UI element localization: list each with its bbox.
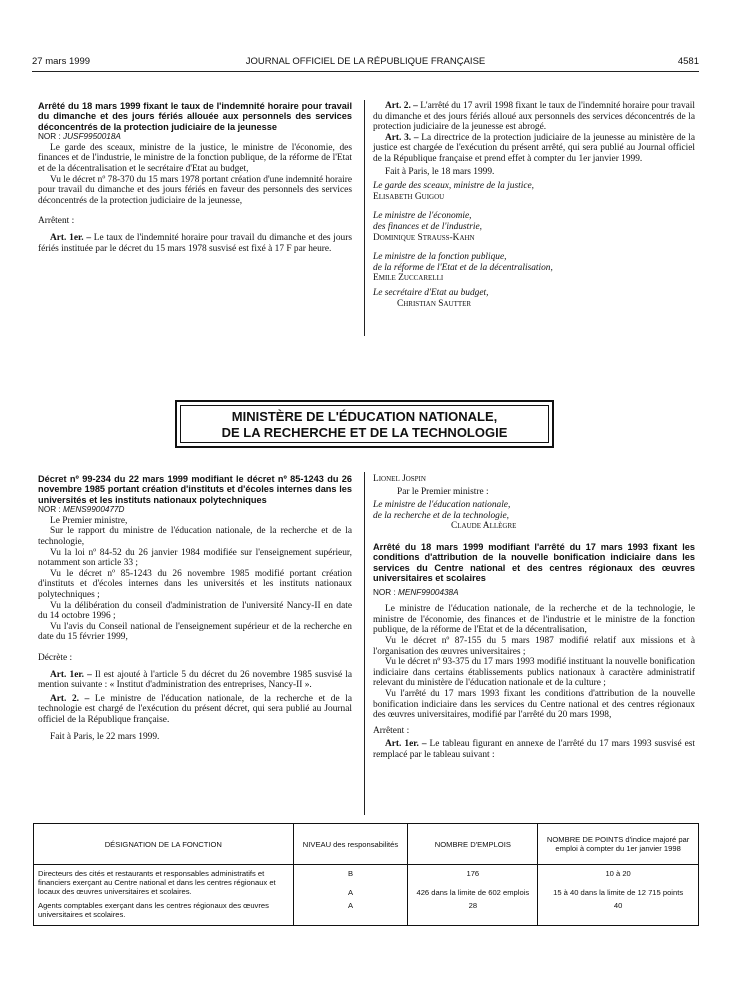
table-cell-emplois: 28 bbox=[408, 899, 538, 926]
visa: Vu l'avis du Conseil national de l'enseignement supérieur et de la recherche en date du 15 février 1999, bbox=[38, 621, 352, 643]
nor-reference: NOR : MENF9900438A bbox=[373, 587, 459, 597]
article-3: Art. 3. – La directrice de la protection judiciaire de la jeunesse au ministère de la justice est chargée de l'exécution du présent arrêté, qui sera publié au Journal officiel de la République française et prend effet à compter du 1er janvier 1999. bbox=[373, 132, 695, 164]
header-date: 27 mars 1999 bbox=[32, 56, 91, 67]
table-header: DÉSIGNATION DE LA FONCTION bbox=[34, 824, 294, 865]
signature-name: Elisabeth Guigou bbox=[373, 191, 445, 202]
column-divider-top bbox=[364, 100, 365, 336]
nor-reference: NOR : MENS9900477D bbox=[38, 505, 125, 515]
signature-role: Le secrétaire d'Etat au budget, bbox=[373, 287, 489, 298]
decret-title: Décret nº 99-234 du 22 mars 1999 modifiant le décret nº 85-1243 du 26 novembre 1985 portant création d'instituts et d'écoles internes dans les universités et les instituts nationaux polytechniques bbox=[38, 474, 352, 505]
table-cell-niveau: B A bbox=[293, 865, 408, 900]
signature-role: de la réforme de l'Etat et de la décentralisation, bbox=[373, 262, 553, 273]
running-header bbox=[32, 56, 699, 70]
decret-section bbox=[38, 474, 352, 742]
article-1: Art. 1er. – Il est ajouté à l'article 5 du décret du 26 novembre 1985 susvisé la mention suivante : « Institut d'administration des entreprises, Nancy-II ». bbox=[38, 669, 352, 691]
arrete-pjj-title: Arrêté du 18 mars 1999 fixant le taux de l'indemnité horaire pour travail du dimanche et des jours fériés allouée aux personnels des services déconcentrés de la protection judiciaire de la jeunesse bbox=[38, 101, 352, 132]
signature-name: Dominique Strauss-Kahn bbox=[373, 232, 475, 243]
header-rule bbox=[32, 71, 699, 72]
table-cell-fonction: Agents comptables exerçant dans les centres régionaux des œuvres universitaires et scolaires. bbox=[34, 899, 294, 926]
table-cell-points: 10 à 20 15 à 40 dans la limite de 12 715 points bbox=[538, 865, 699, 900]
arrete-nbi-section bbox=[373, 474, 695, 761]
banner-line: MINISTÈRE DE L'ÉDUCATION NATIONALE, bbox=[231, 409, 498, 424]
visa: Sur le rapport du ministre de l'éducation nationale, de la recherche et de la technologie, bbox=[38, 526, 352, 547]
column-divider-bottom bbox=[364, 472, 365, 815]
arrete-nbi-title: Arrêté du 18 mars 1999 modifiant l'arrêté du 17 mars 1993 fixant les conditions d'attribution de la nouvelle bonification indiciaire dans les services du Centre national et des centres régionaux des œuvres universitaires et scolaires bbox=[373, 541, 695, 584]
nbi-table bbox=[33, 823, 699, 926]
visa: Vu le décret nº 87-155 du 5 mars 1987 modifié relatif aux missions et à l'organisation des œuvres universitaires ; bbox=[373, 635, 695, 657]
arretent: Arrêtent : bbox=[38, 216, 75, 227]
signature-name: Claude Allègre bbox=[451, 521, 517, 532]
table-cell-fonction: Directeurs des cités et restaurants et responsables administratifs et financiers exerçant au Centre national et dans les centres régionaux et locaux des œuvres universitaires et scolaires. bbox=[34, 865, 294, 900]
signature-role: Le garde des sceaux, ministre de la justice, bbox=[373, 181, 534, 192]
article-2: Art. 2. – L'arrêté du 17 avril 1998 fixant le taux de l'indemnité horaire pour travail du dimanche et des jours fériés alloué aux personnels des services déconcentrés de la protection judiciaire de la jeunesse est abrogé. bbox=[373, 101, 696, 133]
header-page-number: 4581 bbox=[677, 56, 699, 67]
arretent: Arrêtent : bbox=[373, 725, 410, 736]
fait-a-paris: Fait à Paris, le 22 mars 1999. bbox=[50, 731, 160, 742]
visa: Vu le décret nº 93-375 du 17 mars 1993 modifié instituant la nouvelle bonification indiciaire dans certains établissements publics nationaux à caractère administratif relevant du ministère de l'éducation nationale et de la culture ; bbox=[373, 657, 695, 689]
table-header-row bbox=[34, 824, 699, 865]
signature-role: Le ministre de l'économie, bbox=[373, 211, 472, 222]
nor-reference: NOR : JUSF9950018A bbox=[38, 132, 121, 142]
signature-role: des finances et de l'industrie, bbox=[373, 221, 483, 232]
visa: Vu le décret nº 85-1243 du 26 novembre 1985 modifié portant création d'instituts et d'écoles internes dans les universités et les instituts nationaux polytechniques ; bbox=[38, 568, 352, 600]
arrete-pjj-continued bbox=[373, 101, 695, 309]
article-2: Art. 2. – Le ministre de l'éducation nationale, de la recherche et de la technologie est chargé de l'exécution du présent décret, qui sera publié au Journal officiel de la République française. bbox=[38, 693, 353, 725]
ministry-banner bbox=[175, 400, 554, 448]
table-row bbox=[34, 899, 699, 926]
banner-line: DE LA RECHERCHE ET DE LA TECHNOLOGIE bbox=[221, 425, 508, 440]
arrete-pjj-section bbox=[38, 101, 352, 254]
decrete: Décrète : bbox=[38, 652, 73, 663]
signature-role: Le ministre de l'éducation nationale, bbox=[373, 500, 511, 511]
visa: Vu la délibération du conseil d'administration de l'université Nancy-II en date du 14 octobre 1996 ; bbox=[38, 600, 352, 622]
table-cell-points: 40 bbox=[538, 899, 699, 926]
signature-name: Christian Sautter bbox=[397, 298, 472, 309]
table-header: NOMBRE DE POINTS d'indice majoré par emploi à compter du 1er janvier 1998 bbox=[538, 824, 699, 865]
signature-role: Le ministre de la fonction publique, bbox=[373, 252, 507, 263]
preamble: Le Premier ministre, bbox=[50, 515, 128, 526]
visa: Vu la loi nº 84-52 du 26 janvier 1984 modifiée sur l'enseignement supérieur, notamment son article 33 ; bbox=[38, 547, 352, 569]
table-cell-niveau: A bbox=[293, 899, 408, 926]
par-le-premier-ministre: Par le Premier ministre : bbox=[397, 486, 489, 497]
article-1: Art. 1er. – Le taux de l'indemnité horaire pour travail du dimanche et des jours fériés instituée par le décret du 15 mars 1978 susvisé est fixé à 17 F par heure. bbox=[38, 232, 353, 254]
header-journal: JOURNAL OFFICIEL DE LA RÉPUBLIQUE FRANÇAISE bbox=[245, 56, 486, 67]
fait-a-paris: Fait à Paris, le 18 mars 1999. bbox=[385, 166, 495, 177]
article-1: Art. 1er. – Le tableau figurant en annexe de l'arrêté du 17 mars 1993 susvisé est remplacé par le tableau suivant : bbox=[373, 739, 696, 760]
preamble: Le ministre de l'éducation nationale, de la recherche et de la technologie, le ministre de l'économie, des finances et de l'industrie et le ministre de la fonction publique, de la réforme de l'Etat et de la décentralisation, bbox=[373, 604, 695, 636]
signature-name: Emile Zuccarelli bbox=[373, 273, 444, 284]
table-header: NOMBRE D'EMPLOIS bbox=[408, 824, 538, 865]
table-row bbox=[34, 865, 699, 900]
preamble: Le garde des sceaux, ministre de la justice, le ministre de l'économie, des finances et de l'industrie, le ministre de la fonction publique, de la réforme de l'Etat et de la décentralisation et le secrétaire d'Etat au budget, bbox=[38, 142, 352, 174]
visa: Vu le décret nº 78-370 du 15 mars 1978 portant création d'une indemnité horaire pour travail du dimanche et des jours fériés en faveur des personnels des services déconcentrés de la protection judiciaire de la jeunesse, bbox=[38, 174, 352, 206]
table-header: NIVEAU des responsabilités bbox=[293, 824, 408, 865]
signature-name: Lionel Jospin bbox=[373, 474, 426, 484]
table-cell-emplois: 176 426 dans la limite de 602 emplois bbox=[408, 865, 538, 900]
visa: Vu l'arrêté du 17 mars 1993 fixant les conditions d'attribution de la nouvelle bonification indiciaire dans les services du Centre national et des centres régionaux des œuvres universitaires, modifié par l'arrêté du 20 mars 1998, bbox=[373, 688, 695, 721]
signature-role: de la recherche et de la technologie, bbox=[373, 510, 509, 521]
